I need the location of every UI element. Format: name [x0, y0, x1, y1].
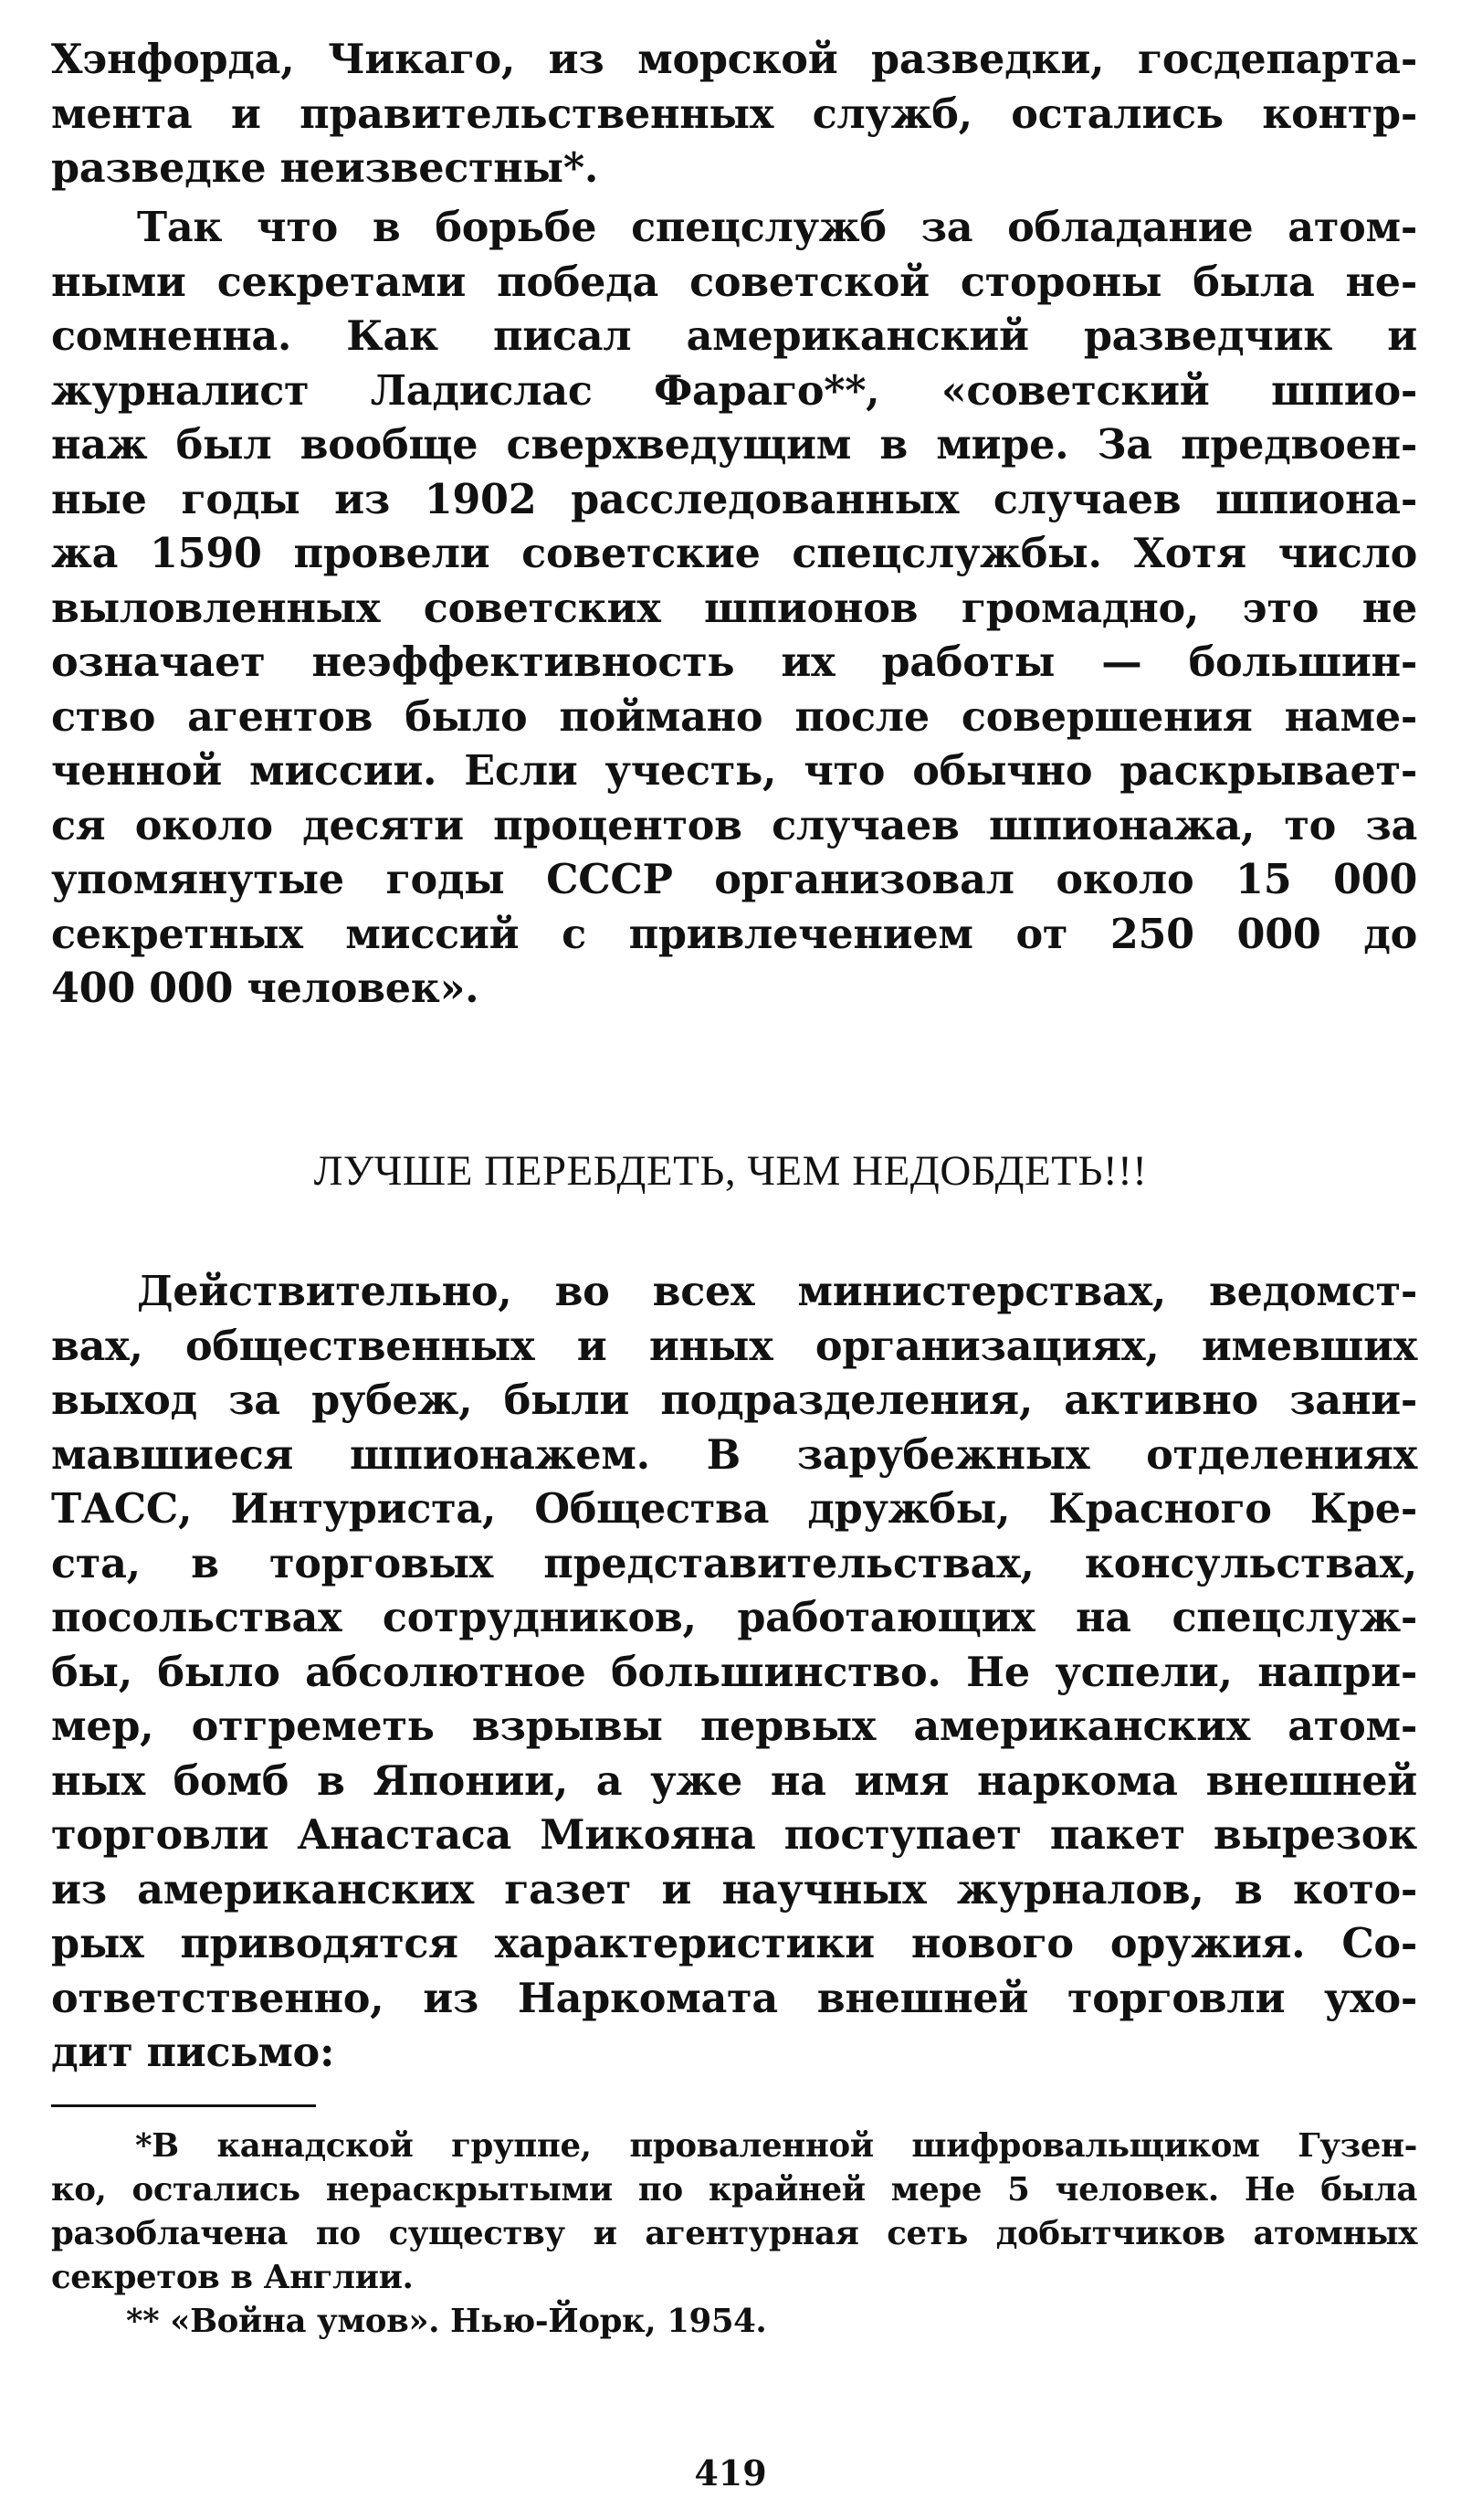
text-line: Так что в борьбе спецслужб за обладание атом-	[137, 204, 1417, 251]
text-line: ТАСС, Интуриста, Общества дружбы, Красного Кре-	[51, 1485, 1417, 1533]
text-line: рых приводятся характеристики нового оружия. Со-	[51, 1920, 1417, 1967]
footnote-1	[51, 2125, 1417, 2300]
paragraph-ministries	[51, 1265, 1417, 2081]
text-line: сомненна. Как писал американский разведчик и	[51, 312, 1417, 360]
footnote-line: ** «Война умов». Нью-Йорк, 1954.	[126, 2303, 767, 2340]
paragraph-atomic-secrets	[51, 201, 1417, 1017]
footnote-line: ко, остались нераскрытыми по крайней мере 5 человек. Не была	[51, 2171, 1417, 2209]
page-number: 419	[694, 2452, 767, 2494]
footnote-line: разоблачена по существу и агентурная сеть добытчиков атомных	[51, 2215, 1417, 2252]
footnote-2	[51, 2300, 1417, 2344]
text-line: вах, общественных и иных организациях, имевших	[51, 1322, 1417, 1370]
text-line: ся около десяти процентов случаев шпионажа, то за	[51, 801, 1417, 849]
text-line: секретных миссий с привлечением от 250 000 до	[51, 910, 1417, 958]
text-line: посольствах сотрудников, работающих на спецслуж-	[51, 1594, 1417, 1641]
text-line: означает неэффективность их работы — большин-	[51, 638, 1417, 686]
text-line: разведке неизвестны*.	[51, 144, 599, 192]
section-heading: ЛУЧШЕ ПЕРЕБДЕТЬ, ЧЕМ НЕДОБДЕТЬ!!!	[313, 1147, 1148, 1195]
text-line: ста, в торговых представительствах, консульствах,	[51, 1539, 1417, 1587]
footnote-divider	[51, 2104, 316, 2107]
text-line: из американских газет и научных журналов, в кото-	[51, 1865, 1417, 1914]
text-line: Хэнфорда, Чикаго, из морской разведки, госдепарта-	[51, 36, 1417, 83]
text-line: выход за рубеж, были подразделения, активно зани-	[51, 1376, 1417, 1424]
text-line: бы, было абсолютное большинство. Не успели, напри-	[51, 1648, 1417, 1696]
text-line: ных бомб в Японии, а уже на имя наркома внешней	[51, 1756, 1417, 1805]
text-line: мента и правительственных служб, остались контр-	[51, 90, 1417, 138]
text-line: Действительно, во всех министерствах, ведомст-	[137, 1268, 1417, 1315]
text-line: выловленных советских шпионов громадно, это не	[51, 584, 1417, 632]
text-line: журналист Ладислас Фараго**, «советский шпио-	[51, 366, 1417, 415]
footnote-line: *В канадской группе, проваленной шифровальщиком Гузен-	[135, 2127, 1417, 2165]
text-line: дит письмо:	[51, 2029, 335, 2076]
text-line: мер, отгреметь взрывы первых американских атом-	[51, 1703, 1417, 1750]
text-line: упомянутые годы СССР организовал около 15 000	[51, 856, 1417, 903]
text-line: ответственно, из Наркомата внешней торговли ухо-	[51, 1974, 1417, 2022]
text-line: жа 1590 провели советские спецслужбы. Хотя число	[51, 530, 1417, 577]
footnote-line: секретов в Англии.	[51, 2259, 414, 2296]
text-line: мавшиеся шпионажем. В зарубежных отделениях	[51, 1430, 1417, 1479]
text-line: ные годы из 1902 расследованных случаев шпиона-	[51, 475, 1417, 523]
text-line: ство агентов было поймано после совершения наме-	[51, 692, 1417, 741]
text-line: ными секретами победа советской стороны была не-	[51, 258, 1417, 306]
text-line: 400 000 человек».	[51, 965, 479, 1012]
text-line: торговли Анастаса Микояна поступает пакет вырезок	[51, 1811, 1417, 1859]
text-line: наж был вообще сверхведущим в мире. За предвоен-	[51, 421, 1417, 469]
paragraph-continuation	[51, 33, 1417, 196]
text-line: ченной миссии. Если учесть, что обычно раскрывает-	[51, 747, 1417, 795]
